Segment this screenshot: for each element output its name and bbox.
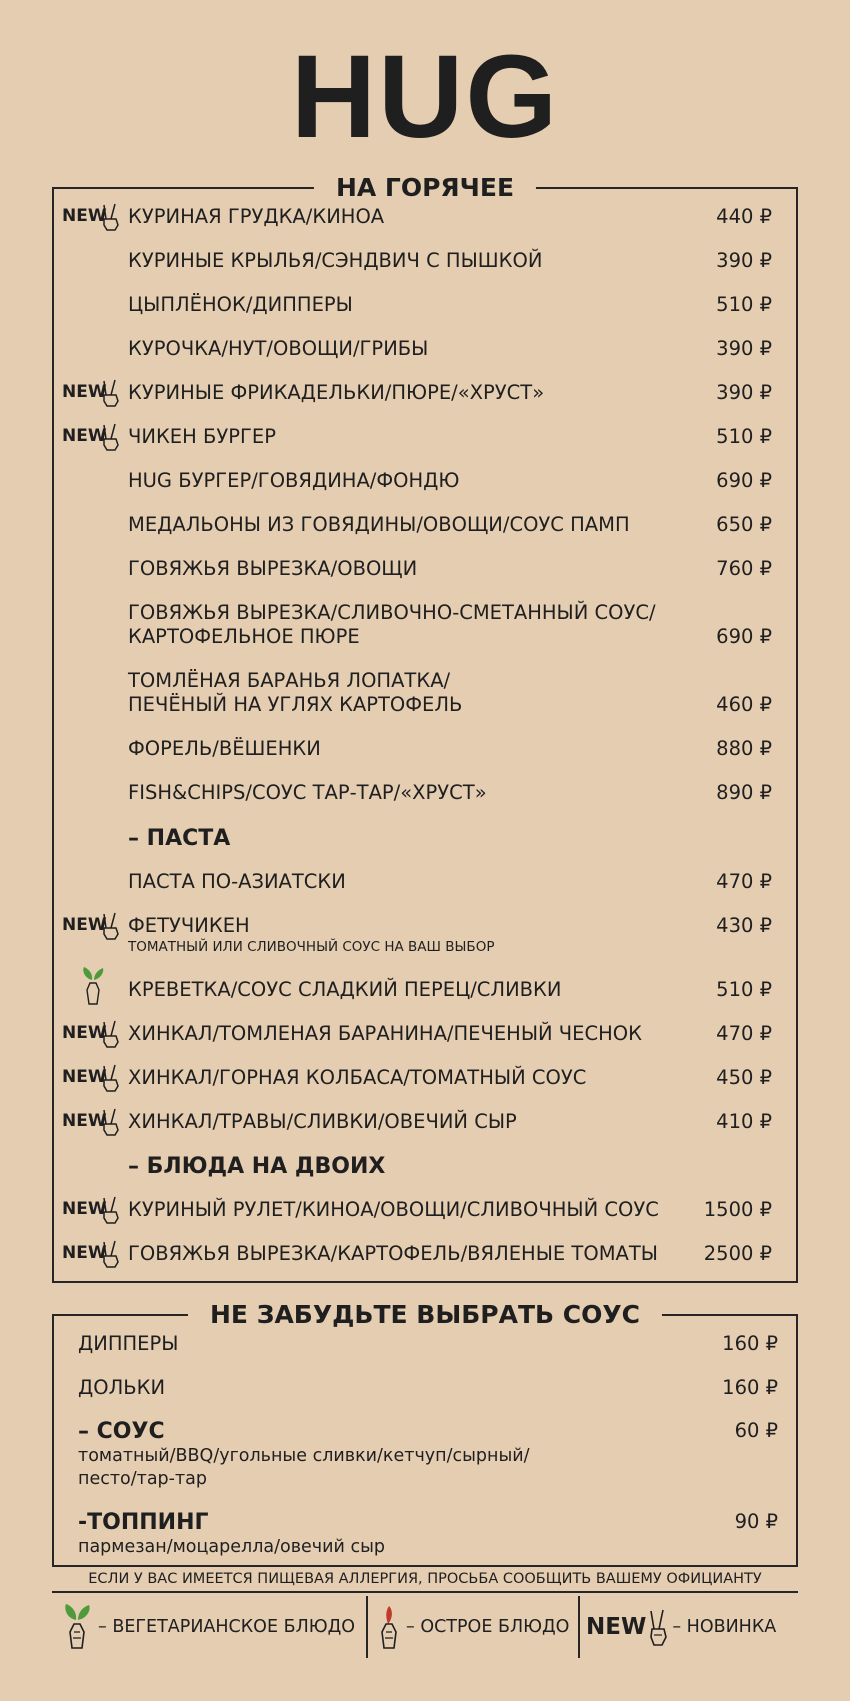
menu-item xyxy=(128,1022,778,1046)
menu-item-name: ГОВЯЖЬЯ ВЫРЕЗКА/КАРТОФЕЛЬ/ВЯЛЕНЫЕ ТОМАТЫ xyxy=(128,1242,658,1265)
menu-item xyxy=(128,1198,778,1222)
chili-hand-icon xyxy=(374,1602,404,1652)
new-badge xyxy=(62,1194,122,1222)
menu-item xyxy=(128,337,778,361)
new-badge xyxy=(62,377,122,405)
sauce-section-title: НЕ ЗАБУДЬТЕ ВЫБРАТЬ СОУС xyxy=(188,1300,662,1330)
new-badge-text: NEW xyxy=(586,1614,647,1640)
menu-item-name: КРЕВЕТКА/СОУС СЛАДКИЙ ПЕРЕЦ/СЛИВКИ xyxy=(128,978,562,1001)
for-two-heading: – БЛЮДА НА ДВОИХ xyxy=(128,1154,386,1179)
peace-hand-icon xyxy=(646,1607,670,1647)
menu-item xyxy=(128,601,778,649)
new-badge xyxy=(62,201,122,229)
new-badge-text: NEW xyxy=(62,206,107,226)
new-badge xyxy=(62,1106,122,1134)
menu-item xyxy=(128,425,778,449)
leaf-hand-icon xyxy=(60,1602,94,1652)
menu-item xyxy=(128,381,778,405)
menu-item xyxy=(128,469,778,493)
menu-item-name: ЦЫПЛЁНОК/ДИППЕРЫ xyxy=(128,293,353,316)
menu-item-name: ХИНКАЛ/ТРАВЫ/СЛИВКИ/ОВЕЧИЙ СЫР xyxy=(128,1110,517,1133)
menu-item-price: 440 ₽ xyxy=(716,205,772,228)
new-badge-text: NEW xyxy=(62,426,107,446)
menu-item-name: ТОМЛЁНАЯ БАРАНЬЯ ЛОПАТКА/ xyxy=(128,669,451,692)
veg-badge xyxy=(76,966,110,994)
sauce-item-price: 160 ₽ xyxy=(722,1376,778,1399)
menu-item-name: МЕДАЛЬОНЫ ИЗ ГОВЯДИНЫ/ОВОЩИ/СОУС ПАМП xyxy=(128,513,630,536)
menu-item-price: 470 ₽ xyxy=(716,870,772,893)
menu-item-price: 690 ₽ xyxy=(716,625,772,648)
sauce-item-name: ДИППЕРЫ xyxy=(78,1332,179,1355)
menu-item xyxy=(128,978,778,1002)
legend-spicy xyxy=(374,1596,569,1658)
menu-item-price: 390 ₽ xyxy=(716,249,772,272)
sauce-item-desc: томатный/BBQ/угольные сливки/кетчуп/сырный/ xyxy=(78,1446,530,1466)
menu-item-price: 430 ₽ xyxy=(716,914,772,937)
menu-item-name: ГОВЯЖЬЯ ВЫРЕЗКА/ОВОЩИ xyxy=(128,557,418,580)
sauce-item-desc: пармезан/моцарелла/овечий сыр xyxy=(78,1537,386,1557)
new-badge-text: NEW xyxy=(62,1023,107,1043)
allergy-note: ЕСЛИ У ВАС ИМЕЕТСЯ ПИЩЕВАЯ АЛЛЕРГИЯ, ПРОСЬБА СООБЩИТЬ ВАШЕМУ ОФИЦИАНТУ xyxy=(52,1569,798,1593)
menu-item-price: 2500 ₽ xyxy=(703,1242,772,1265)
new-badge xyxy=(62,910,122,938)
menu-item-name: ХИНКАЛ/ТОМЛЕНАЯ БАРАНИНА/ПЕЧЕНЫЙ ЧЕСНОК xyxy=(128,1022,642,1045)
new-badge-text: NEW xyxy=(62,1243,107,1263)
menu-item xyxy=(128,669,778,717)
menu-item-name: ПАСТА ПО-АЗИАТСКИ xyxy=(128,870,346,893)
legend-new xyxy=(586,1596,776,1658)
sauce-item-sauce xyxy=(78,1419,778,1491)
menu-item-name: ФЕТУЧИКЕН xyxy=(128,914,250,937)
menu-item-name: КУРИНЫЕ ФРИКАДЕЛЬКИ/ПЮРЕ/«ХРУСТ» xyxy=(128,381,545,404)
menu-item xyxy=(128,1110,778,1134)
menu-item-price: 1500 ₽ xyxy=(703,1198,772,1221)
menu-item-name: ГОВЯЖЬЯ ВЫРЕЗКА/СЛИВОЧНО-СМЕТАННЫЙ СОУС/ xyxy=(128,601,656,624)
menu-item-price: 390 ₽ xyxy=(716,381,772,404)
menu-item-price: 510 ₽ xyxy=(716,978,772,1001)
legend-new-label: – НОВИНКА xyxy=(672,1617,777,1637)
new-badge-text: NEW xyxy=(62,1067,107,1087)
menu-item-note: ТОМАТНЫЙ ИЛИ СЛИВОЧНЫЙ СОУС НА ВАШ ВЫБОР xyxy=(128,939,495,955)
menu-item-price: 460 ₽ xyxy=(716,693,772,716)
menu-item-name: ЧИКЕН БУРГЕР xyxy=(128,425,276,448)
new-badge xyxy=(62,1062,122,1090)
legend-veg-label: – ВЕГЕТАРИАНСКОЕ БЛЮДО xyxy=(98,1617,356,1637)
sauce-item-price: 90 ₽ xyxy=(734,1510,778,1533)
menu-item-name: HUG БУРГЕР/ГОВЯДИНА/ФОНДЮ xyxy=(128,469,460,492)
menu-item xyxy=(128,249,778,273)
menu-item-price: 390 ₽ xyxy=(716,337,772,360)
menu-item-name-line2: КАРТОФЕЛЬНОЕ ПЮРЕ xyxy=(128,625,360,648)
sauce-item-wedges xyxy=(78,1376,778,1400)
sauce-item-desc: песто/тар-тар xyxy=(78,1469,207,1489)
menu-item-price: 510 ₽ xyxy=(716,293,772,316)
sauce-item-name: ДОЛЬКИ xyxy=(78,1376,166,1399)
menu-item-price: 760 ₽ xyxy=(716,557,772,580)
sauce-item-dippers xyxy=(78,1332,778,1356)
new-badge-text: NEW xyxy=(62,1199,107,1219)
menu-item-price: 890 ₽ xyxy=(716,781,772,804)
menu-item-price: 650 ₽ xyxy=(716,513,772,536)
menu-item-name: ХИНКАЛ/ГОРНАЯ КОЛБАСА/ТОМАТНЫЙ СОУС xyxy=(128,1066,587,1089)
new-badge-text: NEW xyxy=(62,915,107,935)
new-badge-text: NEW xyxy=(62,1111,107,1131)
menu-item-name: ФОРЕЛЬ/ВЁШЕНКИ xyxy=(128,737,321,760)
menu-item xyxy=(128,781,778,805)
menu-item xyxy=(128,737,778,761)
menu-item-price: 410 ₽ xyxy=(716,1110,772,1133)
menu-item xyxy=(128,914,778,956)
menu-item-name: КУРИНЫЕ КРЫЛЬЯ/СЭНДВИЧ С ПЫШКОЙ xyxy=(128,249,543,272)
pasta-heading: – ПАСТА xyxy=(128,826,231,851)
menu-item-price: 470 ₽ xyxy=(716,1022,772,1045)
menu-item-name: FISH&CHIPS/СОУС ТАР-ТАР/«ХРУСТ» xyxy=(128,781,487,804)
sauce-item-name: -ТОППИНГ xyxy=(78,1510,209,1535)
brand-logo: HUG xyxy=(290,31,560,163)
menu-item-price: 690 ₽ xyxy=(716,469,772,492)
menu-item xyxy=(128,293,778,317)
legend-divider xyxy=(578,1596,580,1658)
legend-spicy-label: – ОСТРОЕ БЛЮДО xyxy=(406,1617,570,1637)
menu-item-price: 880 ₽ xyxy=(716,737,772,760)
menu-item xyxy=(128,1066,778,1090)
menu-item-name: КУРИНАЯ ГРУДКА/КИНОА xyxy=(128,205,385,228)
sauce-item-name: – СОУС xyxy=(78,1419,165,1444)
sauce-item-price: 160 ₽ xyxy=(722,1332,778,1355)
menu-item xyxy=(128,557,778,581)
legend-veg xyxy=(60,1596,355,1658)
section-title: НА ГОРЯЧЕЕ xyxy=(314,173,536,203)
menu-item-name: КУРОЧКА/НУТ/ОВОЩИ/ГРИБЫ xyxy=(128,337,429,360)
menu-item xyxy=(128,205,778,229)
menu-item xyxy=(128,513,778,537)
legend-divider xyxy=(366,1596,368,1658)
new-badge xyxy=(62,421,122,449)
new-badge xyxy=(62,1018,122,1046)
legend xyxy=(52,1596,798,1658)
menu-item-name: КУРИНЫЙ РУЛЕТ/КИНОА/ОВОЩИ/СЛИВОЧНЫЙ СОУС xyxy=(128,1198,659,1221)
menu-item-price: 510 ₽ xyxy=(716,425,772,448)
leaf-hand-icon xyxy=(76,966,110,1006)
sauce-item-price: 60 ₽ xyxy=(734,1419,778,1442)
new-badge xyxy=(62,1238,122,1266)
menu-item xyxy=(128,870,778,894)
sauce-item-topping xyxy=(78,1510,778,1559)
new-badge-text: NEW xyxy=(62,382,107,402)
menu-item-name-line2: ПЕЧЁНЫЙ НА УГЛЯХ КАРТОФЕЛЬ xyxy=(128,693,463,716)
menu-item xyxy=(128,1242,778,1266)
menu-item-price: 450 ₽ xyxy=(716,1066,772,1089)
